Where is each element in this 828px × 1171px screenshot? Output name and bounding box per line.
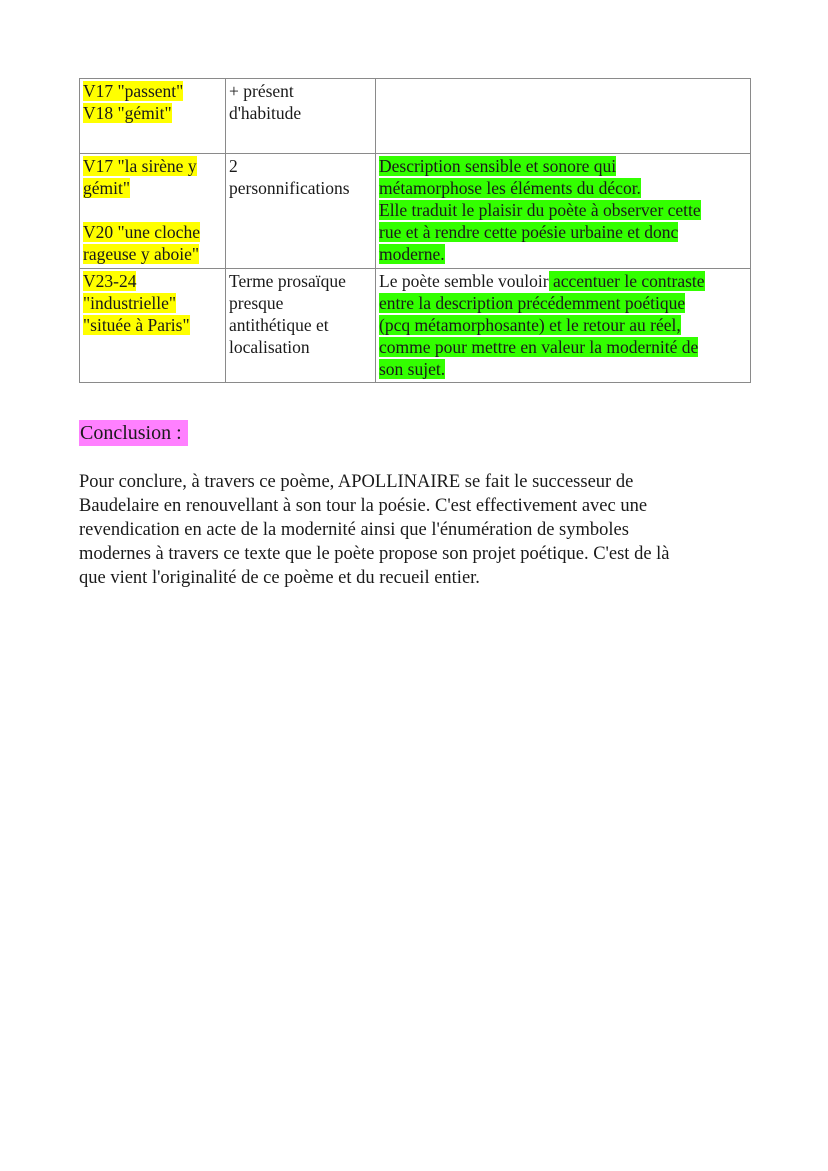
verse-reference: gémit" [83,178,130,198]
verse-reference-cell [80,269,226,383]
interpretation-text: Description sensible et sonore qui [379,156,617,176]
interpretation-text: Elle traduit le plaisir du poète à observer cette [379,200,701,220]
paragraph-line: Baudelaire en renouvellant à son tour la poésie. C'est effectivement avec une [79,496,648,516]
interpretation-cell [376,79,751,154]
interpretation-text: son sujet. [379,359,446,379]
verse-reference-cell [80,79,226,154]
verse-reference-cell [80,154,226,269]
figure-cell [226,269,376,383]
figure-text: 2 [229,156,238,176]
figure-text: Terme prosaïque [229,271,346,291]
paragraph-line: modernes à travers ce texte que le poète propose son projet poétique. C'est de là [79,544,670,564]
interpretation-text: accentuer le contraste [548,271,705,291]
paragraph-line: revendication en acte de la modernité ainsi que l'énumération de symboles [79,520,629,540]
verse-reference: "industrielle" [83,293,177,313]
paragraph-line: Pour conclure, à travers ce poème, APOLLINAIRE se fait le successeur de [79,472,634,492]
figure-text: localisation [229,337,310,357]
figure-text: d'habitude [229,103,302,123]
verse-reference: "située à Paris" [83,315,190,335]
figure-text: presque [229,293,284,313]
interpretation-text: (pcq métamorphosante) et le retour au réel, [379,315,681,335]
interpretation-text: métamorphose les éléments du décor. [379,178,641,198]
figure-text: antithétique et [229,315,329,335]
verse-reference: V20 "une cloche [83,222,200,242]
interpretation-text: entre la description précédemment poétique [379,293,686,313]
figure-text: personnifications [229,178,350,198]
interpretation-text: rue et à rendre cette poésie urbaine et donc [379,222,679,242]
verse-reference: V23-24 [83,271,137,291]
figure-text: + présent [229,81,294,101]
interpretation-cell [376,154,751,269]
table-row [80,269,751,383]
verse-reference: V17 "la sirène y [83,156,197,176]
conclusion-paragraph [79,470,759,590]
verse-reference: V17 "passent" [83,81,184,101]
figure-cell [226,154,376,269]
analysis-table [79,78,751,383]
verse-reference: V18 "gémit" [83,103,172,123]
interpretation-text: Le poète semble vouloir [379,271,549,291]
interpretation-cell [376,269,751,383]
table-row [80,154,751,269]
conclusion-heading: Conclusion : [79,420,188,446]
interpretation-text: comme pour mettre en valeur la modernité de [379,337,699,357]
verse-reference: rageuse y aboie" [83,244,199,264]
figure-cell [226,79,376,154]
interpretation-text: moderne. [379,244,445,264]
paragraph-line: que vient l'originalité de ce poème et du recueil entier. [79,568,480,588]
table-row [80,79,751,154]
